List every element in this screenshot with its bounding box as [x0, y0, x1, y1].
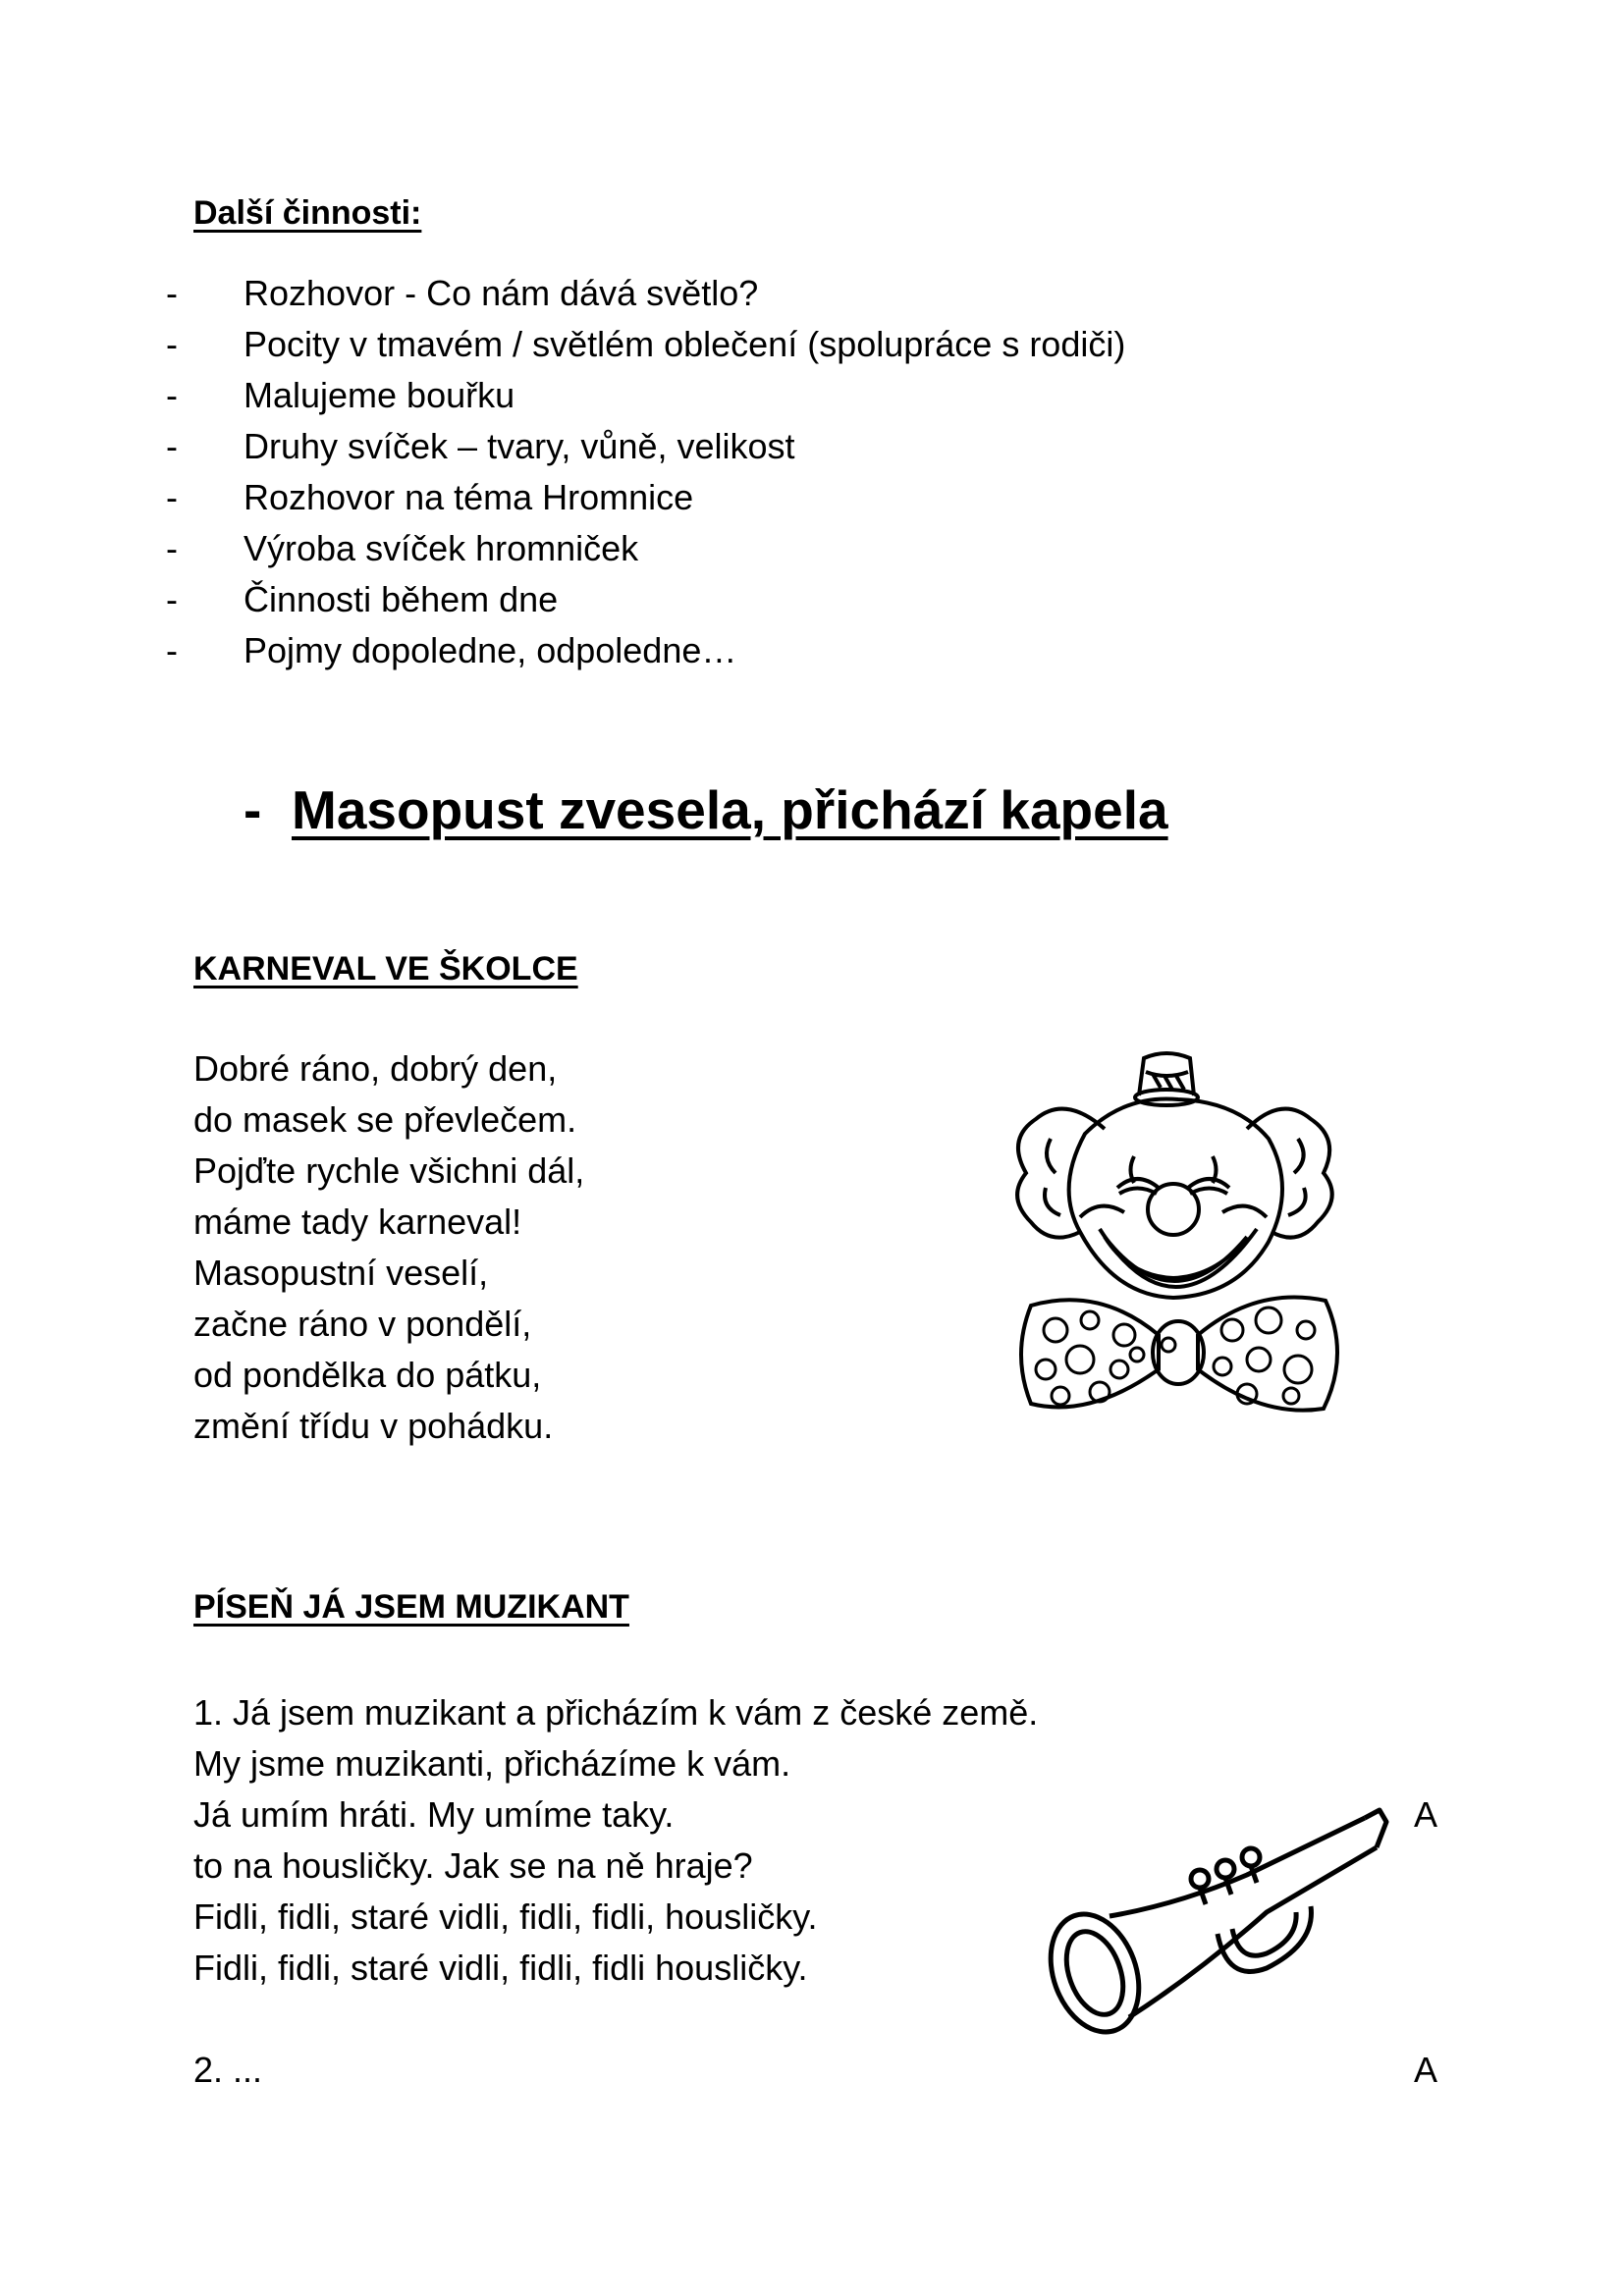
clown-hair-curl — [1288, 1139, 1306, 1215]
list-item — [166, 421, 1125, 472]
list-dash: - — [166, 273, 178, 313]
list-item-text: Činnosti během dne — [244, 579, 559, 619]
song-line: to na housličky. Jak se na ně hraje? — [193, 1845, 753, 1886]
clown-cheek — [1222, 1206, 1267, 1217]
clown-head — [1069, 1098, 1282, 1298]
section-heading-activities: Další činnosti: — [193, 194, 422, 232]
poem-line: máme tady karneval! — [193, 1201, 522, 1242]
list-dash: - — [166, 579, 178, 619]
list-item-text: Výroba svíček hromniček — [244, 528, 639, 568]
list-item — [166, 574, 1125, 625]
song-marker-a: A — [1414, 2050, 1438, 2090]
song-line: Fidli, fidli, staré vidli, fidli, fidli housličky. — [193, 1948, 808, 1988]
clown-cheek — [1080, 1206, 1124, 1217]
list-dash: - — [166, 630, 178, 670]
poem-line: Masopustní veselí, — [193, 1253, 489, 1293]
clown-hat-stripe — [1164, 1076, 1172, 1090]
poem-line: začne ráno v pondělí, — [193, 1304, 532, 1344]
activities-list — [166, 268, 1126, 676]
poem-line: změní třídu v pohádku. — [193, 1406, 554, 1446]
poem-line: od pondělka do pátku, — [193, 1355, 542, 1395]
clown-eye — [1188, 1179, 1229, 1194]
topic-dash-glyph: - — [244, 779, 262, 840]
clown-hair-curl — [1045, 1139, 1060, 1215]
list-item — [166, 523, 1125, 574]
song-line: 1. Já jsem muzikant a přicházím k vám z české země. — [193, 1692, 1039, 1733]
clown-face-icon — [1011, 1041, 1434, 1453]
trumpet-body-top — [1110, 1818, 1365, 1916]
list-item-text: Pojmy dopoledne, odpoledne… — [244, 630, 737, 670]
song-heading: PÍSEŇ JÁ JSEM MUZIKANT — [193, 1588, 629, 1626]
list-dash: - — [166, 477, 178, 517]
list-item-text: Rozhovor na téma Hromnice — [244, 477, 694, 517]
poem-line: Pojďte rychle všichni dál, — [193, 1150, 585, 1191]
list-dash: - — [166, 426, 178, 466]
poem-line: do masek se převlečem. — [193, 1099, 577, 1140]
clown-nose — [1148, 1184, 1199, 1235]
list-item — [166, 319, 1126, 370]
list-item — [166, 625, 1125, 676]
list-item-text: Malujeme bouřku — [244, 375, 515, 415]
song-line: Já umím hráti. My umíme taky. — [193, 1794, 675, 1835]
list-item — [166, 472, 1125, 523]
trumpet-icon — [1031, 1796, 1394, 2081]
poem-line: Dobré ráno, dobrý den, — [193, 1048, 558, 1089]
song-line: My jsme muzikanti, přicházíme k vám. — [193, 1743, 791, 1784]
list-item — [166, 268, 1125, 319]
clown-hat-stripe — [1176, 1076, 1184, 1090]
song-line: Fidli, fidli, staré vidli, fidli, fidli, housličky. — [193, 1896, 818, 1937]
topic-title: Masopust zvesela, přichází kapela — [292, 779, 1168, 840]
list-dash: - — [166, 375, 178, 415]
trumpet-mouthpiece — [1365, 1810, 1386, 1847]
poem-heading: KARNEVAL VE ŠKOLCE — [193, 950, 578, 988]
clown-mouth — [1105, 1237, 1247, 1281]
poem-lines — [193, 1043, 584, 1452]
list-dash: - — [166, 528, 178, 568]
list-item-text: Pocity v tmavém / světlém oblečení (spolupráce s rodiči) — [244, 324, 1126, 364]
list-dash: - — [166, 324, 178, 364]
list-item-text: Rozhovor - Co nám dává světlo? — [244, 273, 759, 313]
trumpet-bell — [1035, 1901, 1154, 2044]
list-item — [166, 370, 1125, 421]
song-lines — [193, 1687, 1038, 1994]
song-verse-2: 2. ... — [193, 2050, 263, 2090]
clown-eye — [1117, 1179, 1159, 1194]
song-marker-a: A — [1414, 1794, 1438, 1835]
list-item-text: Druhy svíček – tvary, vůně, velikost — [244, 426, 795, 466]
